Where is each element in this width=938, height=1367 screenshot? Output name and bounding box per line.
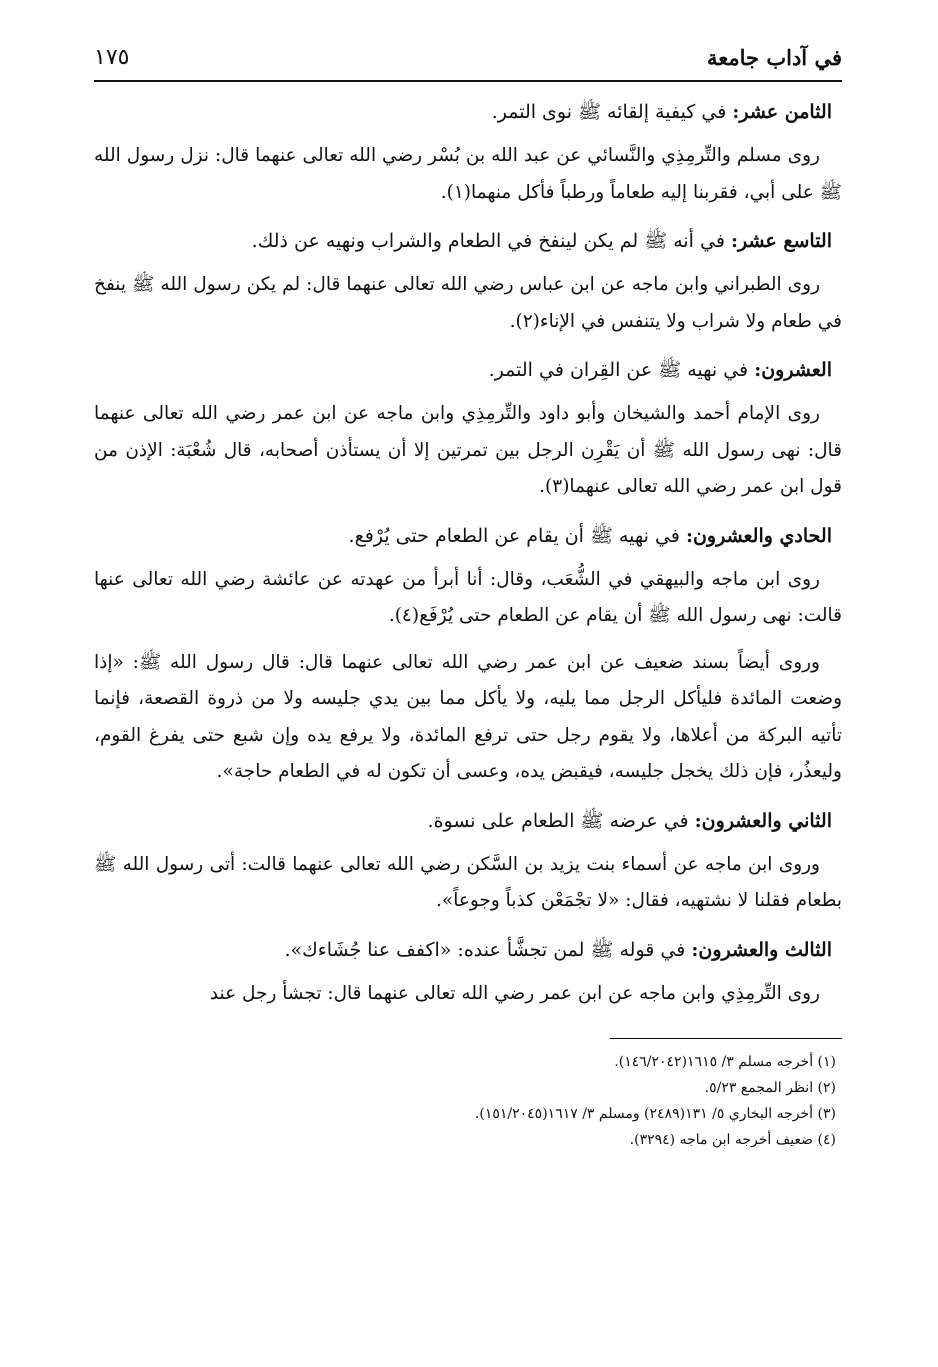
header-rule	[94, 80, 842, 82]
paragraph: وروى أيضاً بسند ضعيف عن ابن عمر رضي الله تعالى عنهما قال: قال رسول الله ﷺ: «إذا وضعت المائدة فليأكل الرجل مما يليه، ولا يأكل مما بين يدي جليسه ولا من ذروة القصعة، فإنما تأتيه البركة من أعلاها، ولا يقوم رجل حتى ترفع المائدة، ولا يرفع يده وإن شبع حتى يفرغ القوم، وليعذُر، فإن ذلك يخجل جليسه، فيقبض يده، وعسى أن تكون له في الطعام حاجة».	[94, 651, 842, 782]
footnote: (٣) أخرجه البخاري ٥/ ١٣١(٢٤٨٩) ومسلم ٣/ ١٦١٧(١٥١/٢٠٤٥).	[474, 1106, 836, 1122]
page-number: ١٧٥	[94, 45, 130, 70]
heading-label: الثالث والعشرون:	[691, 938, 832, 961]
heading-label: الثامن عشر:	[732, 101, 832, 123]
footnote: (٤) ضعيف أخرجه ابن ماجه (٣٢٩٤).	[629, 1132, 836, 1148]
body-text	[94, 96, 842, 1012]
section-heading	[94, 354, 832, 386]
paragraph: روى الإمام أحمد والشيخان وأبو داود والتِّرمِذِي وابن ماجه عن ابن عمر رضي الله تعالى عنهما قال: نهى رسول الله ﷺ أن يَقْرِن الرجل بين تمرتين إلا أن يستأذن أصحابه، قال شُعْبَة: الإذن من قول ابن عمر رضي الله تعالى عنهما(٣).	[94, 403, 842, 497]
heading-text: في كيفية إلقائه ﷺ نوى التمر.	[491, 101, 727, 123]
paragraph: روى التِّرمِذِي وابن ماجه عن ابن عمر رضي الله تعالى عنهما قال: تجشأ رجل عند	[209, 982, 820, 1004]
heading-label: الثاني والعشرون:	[694, 809, 832, 832]
paragraph: وروى ابن ماجه عن أسماء بنت يزيد بن السَّكن رضي الله تعالى عنهما قالت: أتى رسول الله ﷺ بطعام فقلنا لا نشتهيه، فقال: «لا تجْمَعْن كذباً وجوعاً».	[94, 853, 842, 911]
section-heading	[94, 934, 832, 966]
section-heading	[94, 225, 832, 257]
book-page	[94, 28, 842, 1153]
heading-label: التاسع عشر:	[730, 230, 832, 252]
section-heading	[94, 520, 832, 552]
footnote: (١) أخرجه مسلم ٣/ ١٦١٥(١٤٦/٢٠٤٢).	[614, 1054, 836, 1070]
running-header	[94, 28, 842, 70]
heading-text: في أنه ﷺ لم يكن لينفخ في الطعام والشراب ونهيه عن ذلك.	[251, 230, 725, 252]
running-title: في آداب جامعة	[707, 45, 842, 70]
paragraph: روى مسلم والتِّرمِذِي والنَّسائي عن عبد الله بن بُسْر رضي الله تعالى عنهما قال: نزل رسول الله ﷺ على أبي، فقربنا إليه طعاماً ورطباً فأكل منهما(١).	[94, 145, 842, 203]
heading-label: الحادي والعشرون:	[685, 524, 832, 547]
heading-label: العشرون:	[754, 359, 832, 381]
paragraph: روى ابن ماجه والبيهقي في الشُّعَب، وقال: أنا أبرأ من عهدته عن عائشة رضي الله تعالى عنها قالت: نهى رسول الله ﷺ أن يقام عن الطعام حتى يُرْفَع(٤).	[94, 568, 842, 626]
footnote-rule	[610, 1038, 842, 1039]
paragraph: روى الطبراني وابن ماجه عن ابن عباس رضي الله تعالى عنهما قال: لم يكن رسول الله ﷺ ينفخ في طعام ولا شراب ولا يتنفس في الإناء(٢).	[94, 274, 842, 332]
heading-text: في نهيه ﷺ أن يقام عن الطعام حتى يُرْفع.	[348, 524, 680, 547]
footnotes	[94, 1049, 836, 1153]
heading-text: في نهيه ﷺ عن القِران في التمر.	[488, 359, 749, 381]
section-heading	[94, 805, 832, 837]
footnote: (٢) انظر المجمع ٥/٢٣.	[704, 1080, 836, 1096]
heading-text: في قوله ﷺ لمن تجشَّأ عنده: «اكفف عنا جُشَاءك».	[284, 938, 686, 961]
heading-text: في عرضه ﷺ الطعام على نسوة.	[427, 809, 689, 832]
section-heading	[94, 96, 832, 128]
